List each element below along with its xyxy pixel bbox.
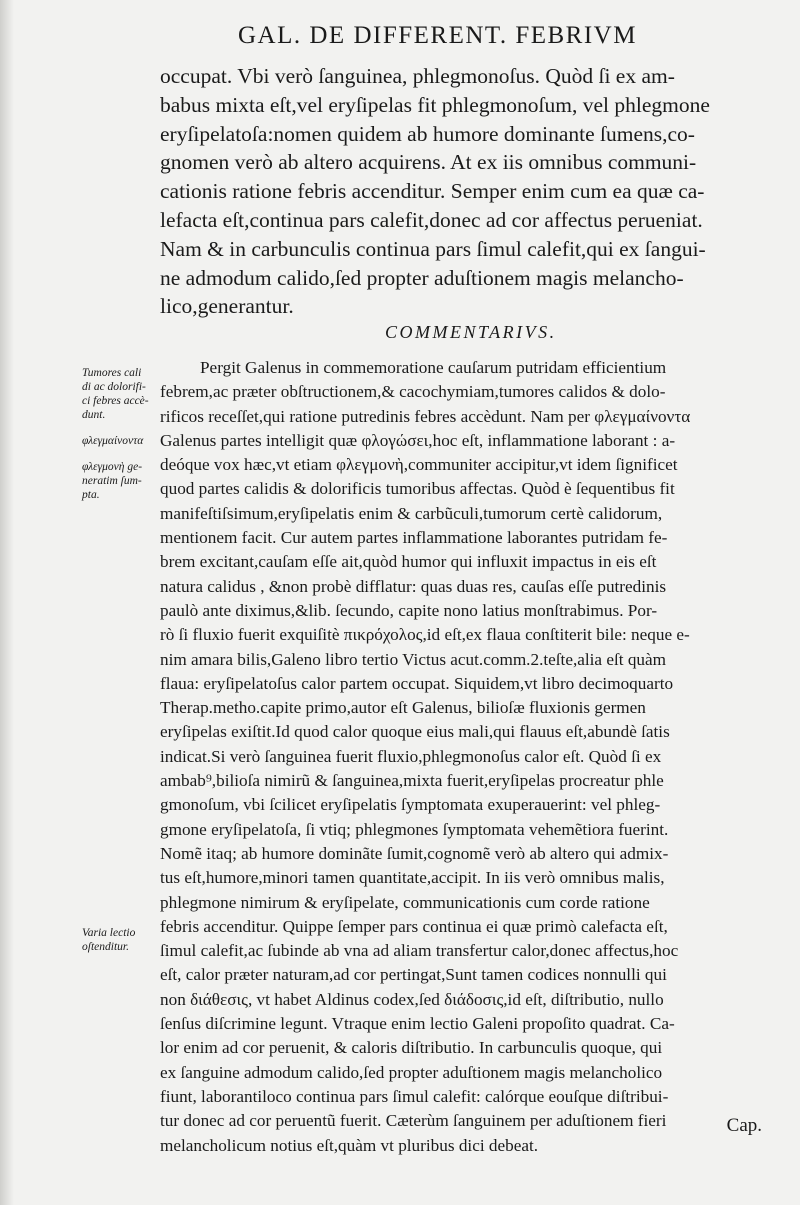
commentary-line: gmone eryſipelatoſa, ſi vtiq; phlegmones ſymptomata vehemẽtiora fuerint. (160, 819, 669, 839)
commentary-line: rò ſi fluxio fuerit exquiſitè πικρόχολος,id eſt,ex flaua conſtiterit bile: neque e- (160, 625, 690, 645)
commentary-line: non διάθεσις, vt habet Aldinus codex,ſed διάδοσις,id eſt, diſtributio, nullo (160, 989, 664, 1009)
main-line: lico,generantur. (160, 294, 294, 319)
commentary-line: ſenſus diſcrimine legunt. Vtraque enim lectio Galeni propoſito quadrat. Ca- (160, 1014, 675, 1034)
commentary-line: melancholicum notius eſt,quàm vt pluribus dici debeat. (160, 1135, 539, 1155)
commentary-line: mentionem facit. Cur autem partes inflammatione laborantes putridam fe- (160, 528, 668, 548)
main-line: cationis ratione febris accenditur. Semper enim cum ea quæ ca- (160, 179, 705, 204)
commentary-line: quod partes calidis & dolorificis tumoribus affectas. Quòd è ſequentibus fit (160, 479, 675, 499)
commentary-line: indicat.Si verò ſanguinea fuerit fluxio,phlegmonoſus calor eſt. Quòd ſi ex (160, 746, 662, 766)
commentary-line: tus eſt,humore,minori tamen quantitate,accipit. In iis verò omnibus malis, (160, 868, 665, 888)
margin-note-line: ci febres accè- (82, 395, 149, 407)
commentary-line: lor enim ad cor peruenit, & caloris diſtributio. In carbunculis quoque, qui (160, 1038, 663, 1058)
main-line: ne admodum calido,ſed propter aduſtionem magis melancho- (160, 265, 684, 290)
commentary-line: natura calidus , &non probè difflatur: quas duas res, cauſas eſſe putredinis (160, 576, 667, 596)
commentary-line: brem excitant,cauſam eſſe ait,quòd humor qui influxit impactus in eis eſt (160, 552, 657, 572)
commentary-line: eryſipelas exiſtit.Id quod calor quoque eius mali,qui flauus eſt,abundè ſatis (160, 722, 670, 742)
margin-note-line: Varia lectio (82, 927, 136, 939)
margin-note-line: dunt. (82, 409, 106, 421)
main-line: babus mixta eſt,vel eryſipelas fit phlegmonoſum, vel phlegmone (160, 92, 710, 117)
catchword: Cap. (726, 1115, 762, 1136)
commentary-line: febrem,ac præter obſtructionem,& cacochymiam,tumores calidos & dolo- (160, 382, 666, 402)
margin-note-line: neratim ſum- (82, 475, 142, 487)
margin-note-phlegmone (82, 460, 158, 502)
commentary-line: ex ſanguine admodum calido,ſed propter aduſtionem magis melancholico (160, 1062, 663, 1082)
commentary-heading: COMMENTARIVS. (385, 322, 557, 342)
commentary-line: deóque vox hæc,vt etiam φλεγμονὴ,communiter accipitur,vt idem ſignificet (160, 455, 678, 475)
commentary-line: flaua: eryſipelatoſus calor partem occupat. Siquidem,vt libro decimoquarto (160, 673, 674, 693)
commentary-line: ambab⁹,bilioſa nimirũ & ſanguinea,mixta fuerit,eryſipelas procreatur phle (160, 771, 664, 791)
commentary-line: fiunt, laborantiloco continua pars ſimul calefit: calórque eouſque diſtribui- (160, 1086, 669, 1106)
commentary-line: manifeſtiſsimum,eryſipelatis enim & carbũculi,tumorum certè calidorum, (160, 503, 663, 523)
margin-note-line: φλεγμονὴ ge- (82, 461, 143, 473)
commentary-line: tur donec ad cor peruentũ fuerit. Cæterùm ſanguinem per aduſtionem fieri (160, 1111, 667, 1131)
margin-note-greek-phlegmainonta (82, 434, 158, 448)
commentary-line: gmonoſum, vbi ſcilicet eryſipelatis ſymptomata exuperauerint: vel phleg- (160, 795, 661, 815)
commentary-line: Nomẽ itaq; ab humore dominãte ſumit,cognomẽ verò ab altero qui admix- (160, 843, 669, 863)
commentary-line: paulò ante diximus,&lib. ſecundo, capite nono latius monſtrabimus. Por- (160, 600, 658, 620)
main-line: occupat. Vbi verò ſanguinea, phlegmonoſus. Quòd ſi ex am- (160, 64, 675, 88)
commentary-line: Galenus partes intelligit quæ φλογώσει,hoc eſt, inflammatione laborant : a- (160, 430, 676, 450)
commentary-line: Therap.metho.capite primo,autor eſt Galenus, bilioſæ fluxionis germen (160, 698, 646, 718)
commentary-line: febris accenditur. Quippe ſemper pars continua ei quæ primò calefacta eſt, (160, 916, 668, 936)
commentary-line: Pergit Galenus in commemoratione cauſarum putridam efficientium (200, 358, 667, 377)
margin-note-tumores (82, 366, 158, 422)
commentary-line: nim amara bilis,Galeno libro tertio Victus acut.comm.2.teſte,alia eſt quàm (160, 649, 667, 669)
commentary-line: phlegmone nimirum & eryſipelate, communicationis cum corde ratione (160, 892, 650, 912)
margin-note-line: di ac dolorifi- (82, 381, 146, 393)
commentary-line: eſt, calor præter naturam,ad cor pertingat,Sunt tamen codices nonnulli qui (160, 965, 667, 985)
main-line: Nam & in carbunculis continua pars ſimul calefit,qui ex ſangui- (160, 236, 706, 261)
commentary-text (160, 356, 765, 1158)
margin-note-line: oſtenditur. (82, 941, 129, 953)
main-line: lefacta eſt,continua pars calefit,donec ad cor affectus perueniat. (160, 207, 703, 232)
margin-note-line: Tumores cali (82, 367, 142, 379)
running-title: GAL. DE DIFFERENT. FEBRIVM (238, 22, 637, 49)
margin-note-line: pta. (82, 489, 100, 501)
main-line: gnomen verò ab altero acquirens. At ex iis omnibus communi- (160, 150, 697, 175)
margin-note-line: φλεγμαίνοντα (82, 435, 144, 447)
commentary-line: ſimul calefit,ac ſubinde ab vna ad aliam transfertur calor,donec affectus,hoc (160, 941, 679, 961)
margin-note-varia-lectio (82, 926, 158, 954)
main-line: eryſipelatoſa:nomen quidem ab humore dominante ſumens,co- (160, 121, 695, 146)
main-text (160, 62, 760, 321)
commentary-line: rificos receſſet,qui ratione putredinis febres accèdunt. Nam per φλεγμαίνοντα (160, 406, 691, 426)
page-edge-shadow (0, 0, 14, 1205)
